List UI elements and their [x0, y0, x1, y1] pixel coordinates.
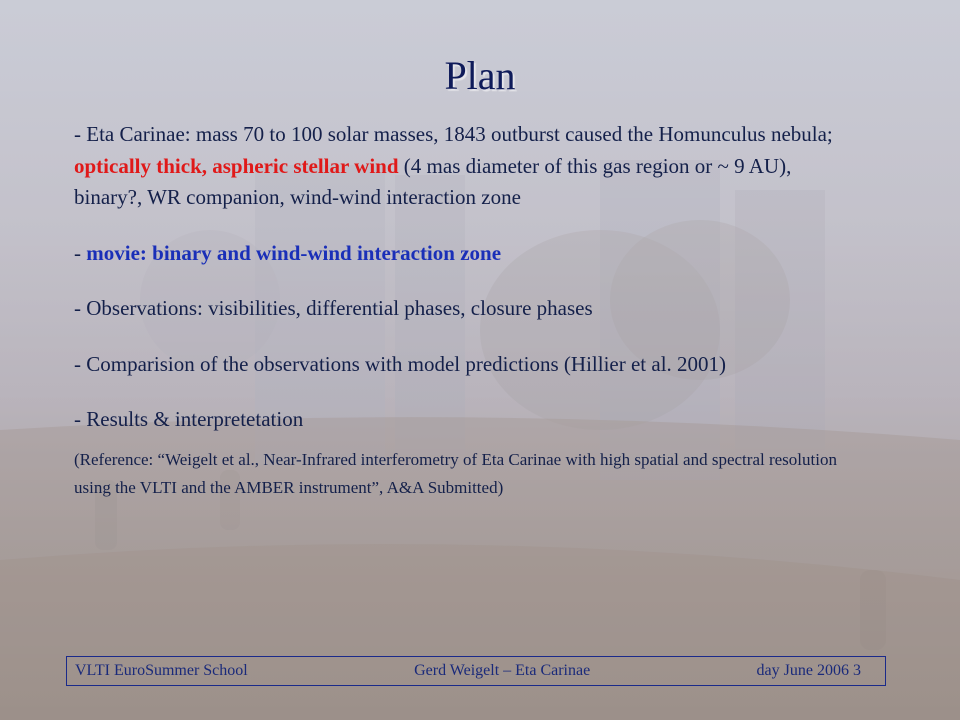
- bullet-observations: - Observations: visibilities, differential phases, closure phases: [74, 296, 593, 320]
- footer-center: Gerd Weigelt – Eta Carinae: [414, 662, 591, 679]
- bullet-comparison: - Comparision of the observations with model predictions (Hillier et al. 2001): [74, 351, 727, 376]
- bullet-movie: [74, 238, 844, 270]
- slide-content: [74, 119, 844, 502]
- footer-right: day June 2006 3: [756, 662, 861, 679]
- bullet-eta-carinae-intro: - Eta Carinae: mass 70 to 100 solar masses, 1843 outburst caused the Homunculus nebula;: [74, 122, 833, 146]
- reference-note: (Reference: “Weigelt et al., Near-Infrared interferometry of Eta Carinae with high spatial and spectral resolution using the VLTI and the AMBER instrument”, A&A Submitted): [74, 449, 837, 497]
- bullet-eta-carinae: [74, 119, 844, 214]
- movie-link-text[interactable]: movie: binary and wind-wind interaction zone: [86, 240, 502, 265]
- bullet-eta-carinae-rest: (4 mas diameter of this gas region or ~ 9 AU), binary?, WR companion, wind-wind interaction zone: [74, 153, 792, 209]
- bullet-results: - Results & interpretetation: [74, 407, 304, 431]
- slide-footer: [66, 656, 886, 686]
- bullet-movie-dash: -: [74, 240, 87, 265]
- stellar-wind-highlight: optically thick, aspheric stellar wind: [74, 153, 399, 178]
- slide-title: Plan: [444, 53, 516, 98]
- footer-left: VLTI EuroSummer School: [75, 662, 248, 679]
